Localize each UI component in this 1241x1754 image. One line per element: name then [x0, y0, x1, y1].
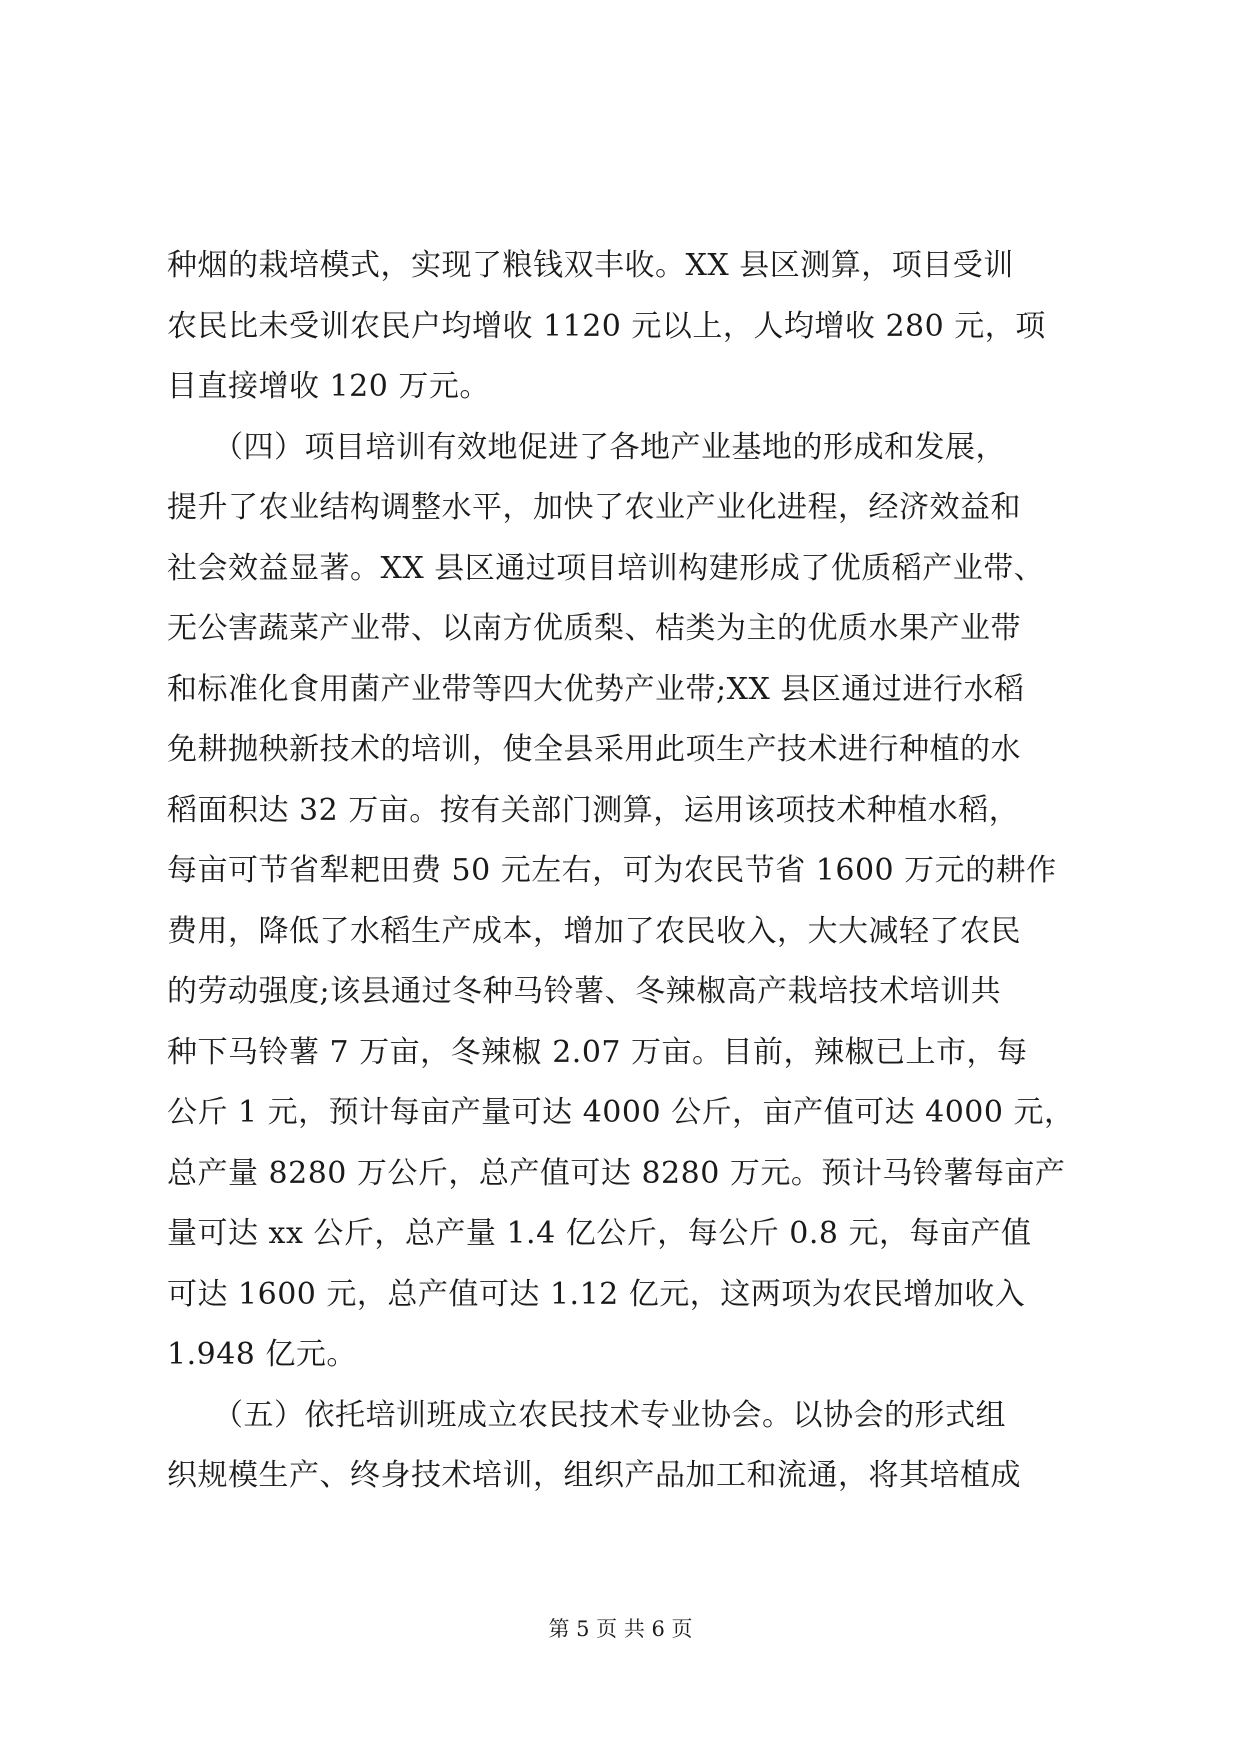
text-line: 稻面积达 32 万亩。按有关部门测算，运用该项技术种植水稻，	[167, 792, 1020, 828]
text-line: （五）依托培训班成立农民技术专业协会。以协会的形式组	[167, 1397, 1006, 1433]
text-line: 总产量 8280 万公斤，总产值可达 8280 万元。预计马铃薯每亩产	[167, 1155, 1066, 1191]
text-line: 可达 1600 元，总产值可达 1.12 亿元，这两项为农民增加收入	[167, 1276, 1026, 1312]
text-line: 和标准化食用菌产业带等四大优势产业带;XX 县区通过进行水稻	[167, 671, 1025, 707]
text-line: 量可达 xx 公斤，总产量 1.4 亿公斤，每公斤 0.8 元，每亩产值	[167, 1216, 1032, 1251]
text-line: 免耕抛秧新技术的培训，使全县采用此项生产技术进行种植的水	[167, 732, 1021, 767]
text-line: 目直接增收 120 万元。	[167, 369, 490, 404]
text-line: 提升了农业结构调整水平，加快了农业产业化进程，经济效益和	[167, 490, 1021, 525]
text-line: 社会效益显著。XX 县区通过项目培训构建形成了优质稻产业带、	[167, 550, 1045, 586]
text-line: 无公害蔬菜产业带、以南方优质梨、桔类为主的优质水果产业带	[167, 611, 1021, 646]
text-line: 1.948 亿元。	[167, 1337, 357, 1372]
text-line: （四）项目培训有效地促进了各地产业基地的形成和发展，	[167, 429, 1006, 465]
body-text	[167, 236, 1087, 1507]
text-line: 每亩可节省犁耙田费 50 元左右，可为农民节省 1600 万元的耕作	[167, 853, 1057, 888]
page-number: 第 5 页 共 6 页	[548, 1617, 693, 1641]
text-line: 公斤 1 元，预计每亩产量可达 4000 公斤，亩产值可达 4000 元，	[167, 1095, 1075, 1130]
text-line: 织规模生产、终身技术培训，组织产品加工和流通，将其培植成	[167, 1458, 1021, 1493]
text-line: 费用，降低了水稻生产成本，增加了农民收入，大大减轻了农民	[167, 913, 1021, 949]
text-line: 农民比未受训农民户均增收 1120 元以上，人均增收 280 元，项	[167, 308, 1046, 344]
text-line: 种烟的栽培模式，实现了粮钱双丰收。XX 县区测算，项目受训	[167, 248, 1014, 283]
text-line: 的劳动强度;该县通过冬种马铃薯、冬辣椒高产栽培技术培训共	[167, 974, 1002, 1009]
text-line: 种下马铃薯 7 万亩，冬辣椒 2.07 万亩。目前，辣椒已上市，每	[167, 1034, 1028, 1070]
